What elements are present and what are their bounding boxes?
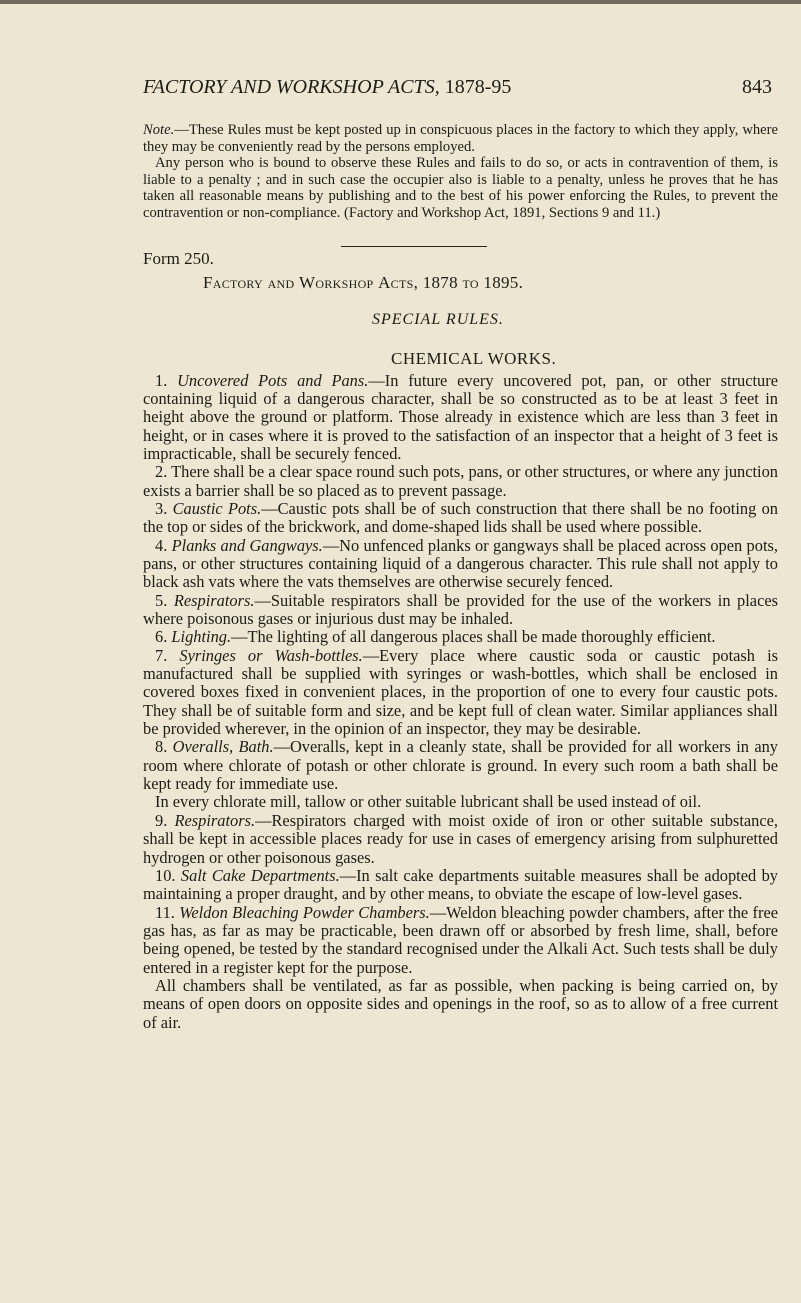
rule-paragraph: 1. Uncovered Pots and Pans.—In future every uncovered pot, pan, or other structure containing liquid of a dangerous character, shall be so constructed as to be at least 3 feet in height above the ground or platform. Those already in existence which are less than 3 feet in height, or in cases where it is proved to the satisfaction of an inspector that a height of 3 feet is impracticable, shall be securely fenced. xyxy=(143,370,778,463)
rule-paragraph: 6. Lighting.—The lighting of all dangerous places shall be made thoroughly efficient. xyxy=(155,627,716,647)
note-paragraph: Any person who is bound to observe these Rules and fails to do so, or acts in contravention of them, is liable to a penalty ; and in such case the occupier also is liable to a penalty, unless he proves that he has taken all reasonable means by publishing and to the best of his power enforcing the Rules, to prevent the contravention or non-compliance. (Factory and Workshop Act, 1891, Sections 9 and 11.) xyxy=(143,155,778,221)
rules-list xyxy=(143,372,778,1032)
rule-paragraph: 9. Respirators.—Respirators charged with moist oxide of iron or other suitable substance, shall be kept in accessible places ready for use in cases of emergency arising from sulphuretted hydrogen or other poisonous gases. xyxy=(143,810,778,867)
rule-paragraph: 11. Weldon Bleaching Powder Chambers.—Weldon bleaching powder chambers, after the free gas has, as far as may be practicable, been drawn off or absorbed by fresh lime, shall, before being opened, be tested by the standard recognised under the Alkali Act. Such tests shall be duly entered in a register kept for the purpose. xyxy=(143,902,778,977)
section-heading: CHEMICAL WORKS. xyxy=(391,348,557,368)
rule-paragraph: 7. Syringes or Wash-bottles.—Every place where caustic soda or caustic potash is manufactured shall be supplied with syringes or wash-bottles, which shall be enclosed in covered boxes fixed in convenient places, in the proportion of one to every four caustic pots. They shall be of suitable form and size, and be kept full of clean water. Similar appliances shall be provided wherever, in the opinion of an inspector, they may be desirable. xyxy=(143,645,778,739)
note-label: Note. xyxy=(143,122,175,138)
rule-paragraph: 3. Caustic Pots.—Caustic pots shall be of such construction that there shall be no footing on the top or sides of the brickwork, and dome-shaped lids shall be used where possible. xyxy=(143,498,778,537)
form-number: Form 250. xyxy=(143,248,214,268)
divider xyxy=(341,246,487,247)
note-paragraph: Note.—These Rules must be kept posted up in conspicuous places in the factory to which they apply, where they may be conveniently read by the persons employed. xyxy=(143,122,778,155)
page-number: 843 xyxy=(742,76,772,98)
rule-paragraph: 10. Salt Cake Departments.—In salt cake departments suitable measures shall be adopted by maintaining a proper draught, and by other means, to obviate the escape of low-level gases. xyxy=(143,865,778,904)
rule-paragraph: 4. Planks and Gangways.—No unfenced planks or gangways shall be placed across open pots, pans, or other structures containing liquid of a dangerous character. This rule shall not apply to black ash vats where the vats themselves are otherwise securely fenced. xyxy=(143,535,778,592)
rule-paragraph: 8. Overalls, Bath.—Overalls, kept in a cleanly state, shall be provided for all workers in any room where chlorate of potash or other chlorate is ground. In every such room a bath shall be kept ready for immediate use. xyxy=(143,737,778,794)
running-title: FACTORY AND WORKSHOP ACTS, 1878-95 xyxy=(143,76,512,98)
rule-paragraph: 2. There shall be a clear space round such pots, pans, or other structures, or where any junction exists a barrier shall be so placed as to prevent passage. xyxy=(143,462,778,500)
running-header xyxy=(143,72,778,102)
posting-note xyxy=(143,122,778,222)
rule-paragraph: 5. Respirators.—Suitable respirators shall be provided for the use of the workers in places where poisonous gases or injurious dust may be inhaled. xyxy=(143,590,778,629)
rule-paragraph: In every chlorate mill, tallow or other suitable lubricant shall be used instead of oil. xyxy=(155,792,702,812)
act-title: Factory and Workshop Acts, 1878 to 1895. xyxy=(203,272,524,292)
document-page xyxy=(143,72,778,1032)
rule-paragraph: All chambers shall be ventilated, as far as possible, when packing is being carried on, by means of open doors on opposite sides and openings in the roof, so as to allow of a free current of air. xyxy=(143,975,778,1032)
page-top-edge xyxy=(0,0,801,4)
special-rules-heading: SPECIAL RULES. xyxy=(372,310,504,328)
